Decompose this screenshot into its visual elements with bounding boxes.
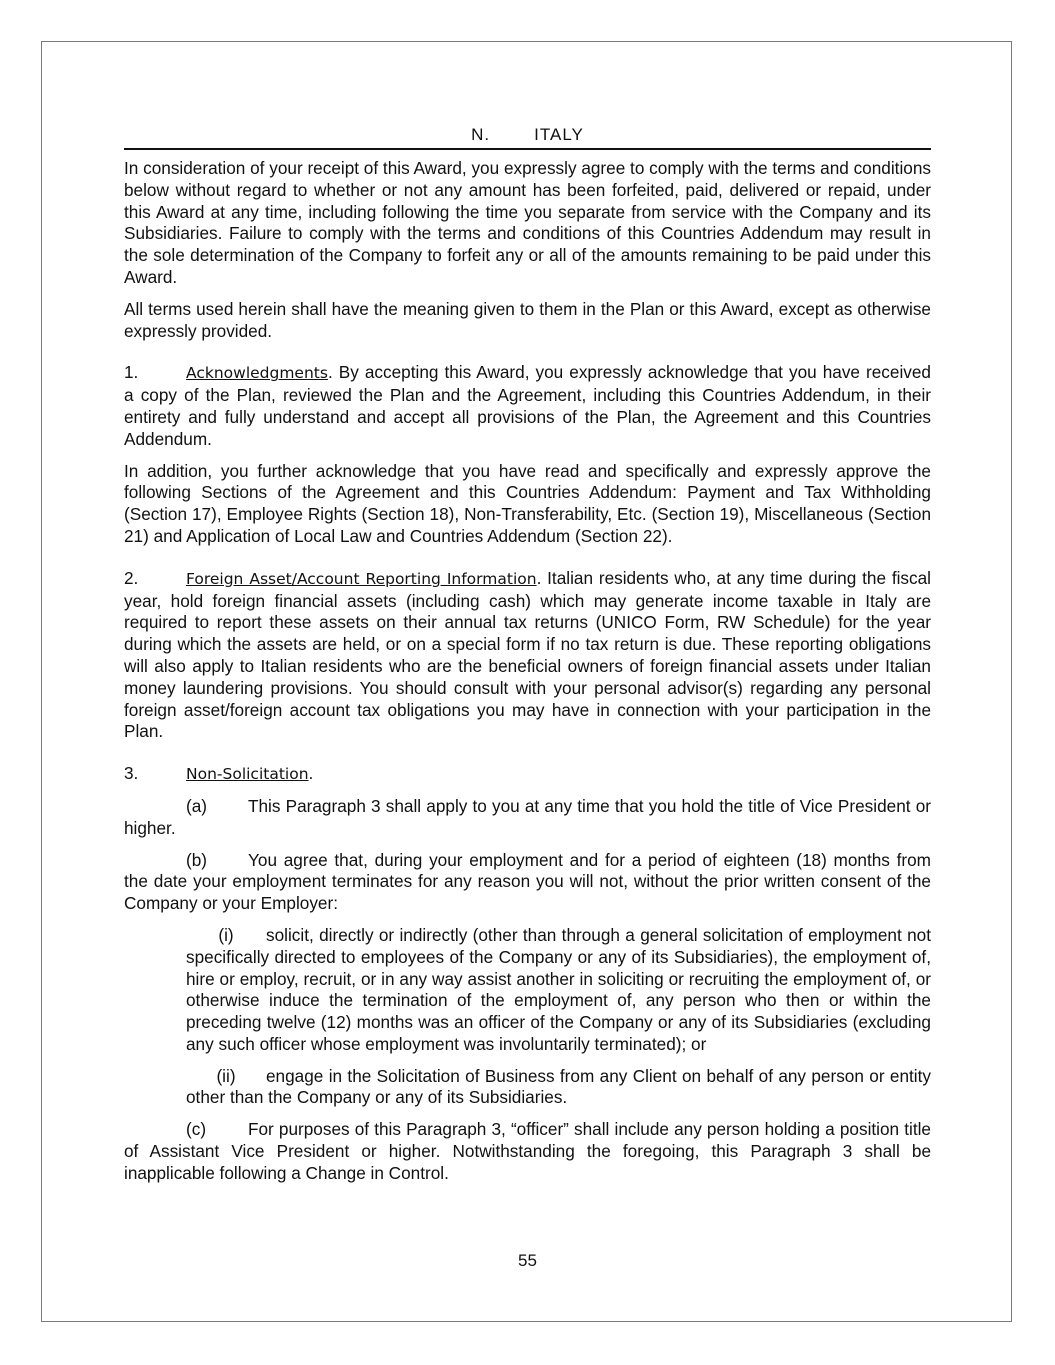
section-2-text: . Italian residents who, at any time during the fiscal year, hold foreign financial assets (including cash) which may generate income taxable in Italy are required to report these assets on their annual tax returns (UNICO Form, RW Schedule) for the year during which the assets are held, or on a special form if no tax return is due. These reporting obligations will also apply to Italian residents who are the beneficial owners of foreign financial assets under Italian money laundering provisions. You should consult with your personal advisor(s) regarding any personal foreign asset/foreign account tax obligations you may have in connection with your participation in the Plan. bbox=[124, 567, 931, 742]
clause-b-i bbox=[186, 925, 931, 1056]
section-1-text: . By accepting this Award, you expressly acknowledge that you have received a copy of the Plan, reviewed the Plan and the Agreement, including this Countries Addendum, in their entirety and fully understand and accept all provisions of the Plan, the Agreement and this Countries Addendum. bbox=[124, 362, 931, 449]
section-heading bbox=[124, 124, 931, 150]
heading-number: N. bbox=[471, 125, 491, 144]
intro-paragraph-1: In consideration of your receipt of this Award, you expressly agree to comply with the terms and conditions below without regard to whether or not any amount has been forfeited, paid, delivered or repaid, under this Award at any time, including following the time you separate from service with the Company and its Subsidiaries. Failure to comply with the terms and conditions of this Countries Addendum may result in the sole determination of the Company to forfeit any or all of the amounts remaining to be paid under this Award. bbox=[124, 158, 931, 287]
section-3-title-end: . bbox=[308, 763, 314, 784]
clause-a-label: (a) bbox=[186, 795, 208, 816]
clause-a bbox=[124, 796, 931, 840]
section-2-paragraph bbox=[124, 568, 931, 743]
section-1-number: 1. bbox=[124, 362, 139, 383]
clause-b-i-text: solicit, directly or indirectly (other than through a general solicitation of employment not specifically directed to employees of the Company or any of its Subsidiaries), the employment of, hire or employ, recruit, or in any way assist another in soliciting or recruiting the employment of, or otherwise induce the termination of the employment of, any person who then or within the preceding twelve (12) months was an officer of the Company or any of its Subsidiaries (excluding any such officer whose employment was involuntarily terminated); or bbox=[186, 924, 931, 1054]
clause-c-label: (c) bbox=[186, 1119, 207, 1140]
intro-paragraph-2: All terms used herein shall have the meaning given to them in the Plan or this Award, except as otherwise expressly provided. bbox=[124, 298, 931, 341]
clause-a-text: This Paragraph 3 shall apply to you at any time that you hold the title of Vice President or higher. bbox=[124, 795, 931, 838]
section-3-number: 3. bbox=[124, 763, 139, 784]
section-1-title: Acknowledgments bbox=[186, 364, 328, 383]
clause-b-ii bbox=[186, 1066, 931, 1110]
clause-b-i-label: (i) bbox=[218, 924, 234, 945]
clause-b-ii-label: (ii) bbox=[216, 1065, 236, 1086]
section-1-paragraph-2: In addition, you further acknowledge that you have read and specifically and expressly approve the following Sections of the Agreement and this Countries Addendum: Payment and Tax Withholding (Section 17), Employee Rights (Section 18), Non-Transferability, Etc. (Section 19), Miscellaneous (Section 21) and Application of Local Law and Countries Addendum (Section 22). bbox=[124, 460, 931, 546]
clause-b-ii-text: engage in the Solicitation of Business from any Client on behalf of any person or entity other than the Company or any of its Subsidiaries. bbox=[186, 1065, 931, 1108]
section-2-number: 2. bbox=[124, 567, 139, 588]
heading-title: ITALY bbox=[534, 125, 584, 144]
clause-b-text: You agree that, during your employment and for a period of eighteen (18) months from the date your employment terminates for any reason you will not, without the prior written consent of the Company or your Employer: bbox=[124, 849, 931, 914]
section-3-title: Non-Solicitation bbox=[186, 765, 309, 784]
section-2-title: Foreign Asset/Account Reporting Information bbox=[186, 569, 537, 588]
clause-b bbox=[124, 850, 931, 915]
clause-b-label: (b) bbox=[186, 849, 208, 870]
clause-c bbox=[124, 1119, 931, 1184]
document-body bbox=[124, 124, 931, 1195]
page-number: 55 bbox=[518, 1251, 537, 1270]
section-3-heading bbox=[124, 763, 931, 786]
section-1-paragraph bbox=[124, 362, 931, 450]
clause-c-text: For purposes of this Paragraph 3, “officer” shall include any person holding a position title of Assistant Vice President or higher. Notwithstanding the foregoing, this Paragraph 3 shall be inapplicable following a Change in Control. bbox=[124, 1119, 931, 1183]
